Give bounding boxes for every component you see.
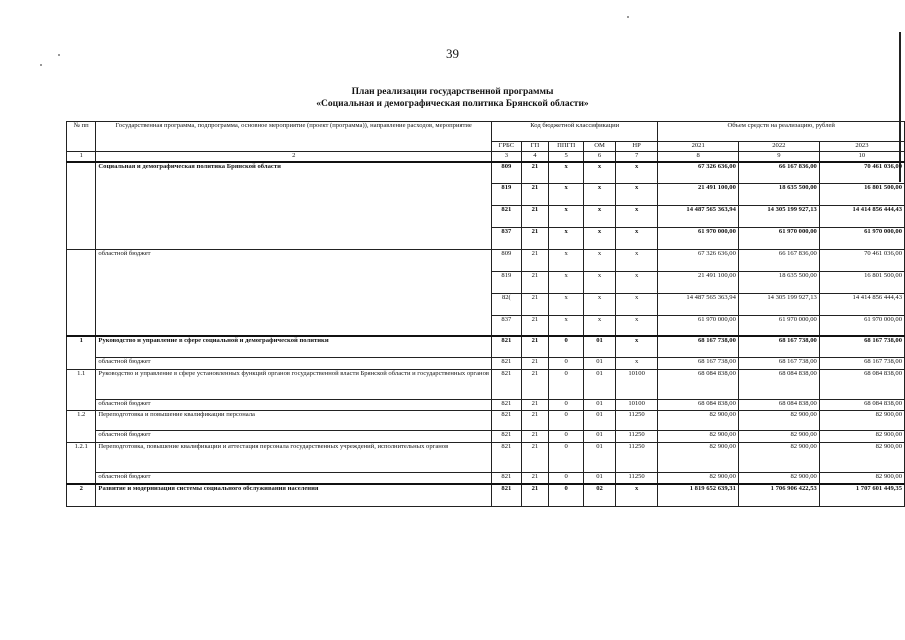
header-2023: 2023 bbox=[819, 142, 904, 152]
cell-amount-2023: 70 461 036,00 bbox=[819, 162, 904, 184]
cell-amount-2021: 82 900,00 bbox=[658, 431, 738, 443]
table-row bbox=[67, 162, 905, 184]
cell-gp: 21 bbox=[521, 228, 548, 250]
cell-amount-2023: 14 414 856 444,43 bbox=[819, 294, 904, 316]
cell-amount-2022: 68 167 738,00 bbox=[738, 358, 819, 370]
cell-grbs: 837 bbox=[492, 228, 522, 250]
cell-ppgp: 0 bbox=[549, 473, 584, 484]
cell-np: 11250 bbox=[615, 411, 658, 431]
cell-amount-2021: 82 900,00 bbox=[658, 443, 738, 473]
cell-om: 01 bbox=[584, 370, 616, 400]
cell-amount-2023: 82 900,00 bbox=[819, 443, 904, 473]
row-number: 1.2.1 bbox=[67, 443, 96, 484]
col-number: 3 bbox=[492, 152, 522, 162]
cell-grbs: 809 bbox=[492, 162, 522, 184]
cell-amount-2022: 66 167 836,00 bbox=[738, 162, 819, 184]
cell-ppgp: 0 bbox=[549, 443, 584, 473]
row-number bbox=[67, 250, 96, 336]
cell-amount-2021: 21 491 100,00 bbox=[658, 272, 738, 294]
row-name: областной бюджет bbox=[96, 473, 492, 484]
cell-gp: 21 bbox=[521, 443, 548, 473]
cell-amount-2023: 68 084 838,00 bbox=[819, 370, 904, 400]
header-2022: 2022 bbox=[738, 142, 819, 152]
table-row bbox=[67, 400, 905, 411]
cell-amount-2021: 67 326 636,00 bbox=[658, 250, 738, 272]
cell-ppgp: 0 bbox=[549, 431, 584, 443]
cell-np: х bbox=[615, 272, 658, 294]
cell-ppgp: х bbox=[549, 272, 584, 294]
header-ppgp: ППГП bbox=[549, 142, 584, 152]
cell-ppgp: 0 bbox=[549, 336, 584, 358]
cell-gp: 21 bbox=[521, 473, 548, 484]
cell-gp: 21 bbox=[521, 316, 548, 336]
cell-ppgp: х bbox=[549, 228, 584, 250]
row-name: областной бюджет bbox=[96, 250, 492, 336]
col-number: 2 bbox=[96, 152, 492, 162]
cell-om: х bbox=[584, 206, 616, 228]
row-number: 1.2 bbox=[67, 411, 96, 443]
cell-gp: 21 bbox=[521, 162, 548, 184]
row-number bbox=[67, 162, 96, 250]
cell-grbs: 819 bbox=[492, 184, 522, 206]
header-np: НР bbox=[615, 142, 658, 152]
cell-amount-2023: 14 414 856 444,43 bbox=[819, 206, 904, 228]
row-name: областной бюджет bbox=[96, 358, 492, 370]
cell-gp: 21 bbox=[521, 411, 548, 431]
row-number: 1.1 bbox=[67, 370, 96, 411]
table-row bbox=[67, 411, 905, 431]
cell-grbs: 821 bbox=[492, 473, 522, 484]
cell-om: 01 bbox=[584, 411, 616, 431]
budget-table bbox=[66, 121, 905, 507]
table-row bbox=[67, 484, 905, 507]
cell-gp: 21 bbox=[521, 358, 548, 370]
cell-grbs: 821 bbox=[492, 336, 522, 358]
col-number: 5 bbox=[549, 152, 584, 162]
row-name: Социальная и демографическая политика Брянской области bbox=[96, 162, 492, 250]
cell-np: х bbox=[615, 358, 658, 370]
row-name: областной бюджет bbox=[96, 431, 492, 443]
cell-amount-2022: 1 706 906 422,53 bbox=[738, 484, 819, 507]
cell-amount-2021: 14 487 565 363,94 bbox=[658, 294, 738, 316]
table-row bbox=[67, 431, 905, 443]
cell-amount-2021: 68 167 738,00 bbox=[658, 336, 738, 358]
cell-amount-2023: 61 970 000,00 bbox=[819, 316, 904, 336]
cell-amount-2022: 18 635 500,00 bbox=[738, 272, 819, 294]
col-number: 6 bbox=[584, 152, 616, 162]
cell-gp: 21 bbox=[521, 206, 548, 228]
cell-om: х bbox=[584, 294, 616, 316]
cell-grbs: 821 bbox=[492, 206, 522, 228]
row-name: Переподготовка и повышение квалификации персонала bbox=[96, 411, 492, 431]
cell-amount-2022: 61 970 000,00 bbox=[738, 228, 819, 250]
table-row bbox=[67, 336, 905, 358]
cell-om: х bbox=[584, 228, 616, 250]
cell-ppgp: 0 bbox=[549, 411, 584, 431]
cell-grbs: 821 bbox=[492, 370, 522, 400]
col-number: 8 bbox=[658, 152, 738, 162]
row-name: Развитие и модернизация системы социального обслуживания населения bbox=[96, 484, 492, 507]
cell-om: х bbox=[584, 184, 616, 206]
cell-amount-2022: 82 900,00 bbox=[738, 411, 819, 431]
cell-om: х bbox=[584, 250, 616, 272]
cell-ppgp: 0 bbox=[549, 400, 584, 411]
cell-np: 10100 bbox=[615, 400, 658, 411]
title-line-1: План реализации государственной программы bbox=[351, 87, 554, 97]
row-number: 2 bbox=[67, 484, 96, 507]
cell-grbs: 809 bbox=[492, 250, 522, 272]
col-number: 4 bbox=[521, 152, 548, 162]
row-number: 1 bbox=[67, 336, 96, 370]
col-number: 9 bbox=[738, 152, 819, 162]
cell-amount-2021: 68 084 838,00 bbox=[658, 370, 738, 400]
cell-amount-2021: 21 491 100,00 bbox=[658, 184, 738, 206]
cell-om: 01 bbox=[584, 473, 616, 484]
cell-amount-2021: 61 970 000,00 bbox=[658, 316, 738, 336]
table-row bbox=[67, 473, 905, 484]
header-code-group: Код бюджетной классификации bbox=[492, 122, 658, 142]
cell-grbs: 837 bbox=[492, 316, 522, 336]
row-name: Руководство и управление в сфере установленных функций органов государственной власти Брянской области и государственных органов bbox=[96, 370, 492, 400]
cell-amount-2021: 68 084 838,00 bbox=[658, 400, 738, 411]
column-number-row bbox=[67, 152, 905, 162]
cell-amount-2023: 16 801 500,00 bbox=[819, 184, 904, 206]
col-number: 1 bbox=[67, 152, 96, 162]
cell-amount-2023: 70 461 036,00 bbox=[819, 250, 904, 272]
cell-om: 01 bbox=[584, 358, 616, 370]
cell-gp: 21 bbox=[521, 400, 548, 411]
cell-grbs: 821 bbox=[492, 400, 522, 411]
cell-amount-2022: 82 900,00 bbox=[738, 431, 819, 443]
cell-gp: 21 bbox=[521, 294, 548, 316]
cell-ppgp: х bbox=[549, 162, 584, 184]
cell-amount-2023: 68 084 838,00 bbox=[819, 400, 904, 411]
cell-np: х bbox=[615, 336, 658, 358]
cell-om: 01 bbox=[584, 336, 616, 358]
cell-amount-2023: 68 167 738,00 bbox=[819, 358, 904, 370]
table-body bbox=[67, 122, 905, 507]
table-row bbox=[67, 250, 905, 272]
cell-amount-2022: 18 635 500,00 bbox=[738, 184, 819, 206]
header-volume-group: Объем средств на реализацию, рублей bbox=[658, 122, 905, 142]
cell-ppgp: х bbox=[549, 250, 584, 272]
cell-np: 11250 bbox=[615, 473, 658, 484]
page-number: 39 bbox=[446, 46, 459, 61]
header-grbs: ГРБС bbox=[492, 142, 522, 152]
title-line-2: «Социальная и демографическая политика Брянской области» bbox=[316, 99, 589, 109]
cell-amount-2021: 1 819 652 639,31 bbox=[658, 484, 738, 507]
cell-amount-2021: 82 900,00 bbox=[658, 411, 738, 431]
cell-grbs: 82( bbox=[492, 294, 522, 316]
row-name: областной бюджет bbox=[96, 400, 492, 411]
cell-om: 01 bbox=[584, 400, 616, 411]
header-om: ОМ bbox=[584, 142, 616, 152]
header-gp: ГП bbox=[521, 142, 548, 152]
cell-ppgp: 0 bbox=[549, 358, 584, 370]
cell-amount-2022: 82 900,00 bbox=[738, 443, 819, 473]
cell-ppgp: х bbox=[549, 294, 584, 316]
col-number: 10 bbox=[819, 152, 904, 162]
cell-om: 01 bbox=[584, 431, 616, 443]
cell-ppgp: 0 bbox=[549, 370, 584, 400]
cell-amount-2023: 16 801 500,00 bbox=[819, 272, 904, 294]
cell-amount-2023: 68 167 738,00 bbox=[819, 336, 904, 358]
cell-np: 11250 bbox=[615, 443, 658, 473]
cell-grbs: 821 bbox=[492, 484, 522, 507]
scan-speck bbox=[58, 54, 60, 56]
table-row bbox=[67, 370, 905, 400]
cell-gp: 21 bbox=[521, 431, 548, 443]
cell-amount-2022: 68 084 838,00 bbox=[738, 400, 819, 411]
cell-np: х bbox=[615, 162, 658, 184]
row-name: Руководство и управление в сфере социальной и демографической политики bbox=[96, 336, 492, 358]
cell-grbs: 821 bbox=[492, 431, 522, 443]
cell-om: 01 bbox=[584, 443, 616, 473]
cell-amount-2022: 68 084 838,00 bbox=[738, 370, 819, 400]
cell-om: х bbox=[584, 316, 616, 336]
cell-gp: 21 bbox=[521, 484, 548, 507]
cell-om: 02 bbox=[584, 484, 616, 507]
cell-amount-2023: 82 900,00 bbox=[819, 473, 904, 484]
cell-amount-2022: 82 900,00 bbox=[738, 473, 819, 484]
cell-amount-2021: 68 167 738,00 bbox=[658, 358, 738, 370]
cell-amount-2022: 68 167 738,00 bbox=[738, 336, 819, 358]
cell-ppgp: 0 bbox=[549, 484, 584, 507]
cell-amount-2021: 67 326 636,00 bbox=[658, 162, 738, 184]
cell-amount-2022: 14 305 199 927,13 bbox=[738, 294, 819, 316]
cell-ppgp: х bbox=[549, 184, 584, 206]
cell-np: х bbox=[615, 484, 658, 507]
cell-grbs: 821 bbox=[492, 411, 522, 431]
cell-grbs: 821 bbox=[492, 358, 522, 370]
col-number: 7 bbox=[615, 152, 658, 162]
cell-amount-2021: 61 970 000,00 bbox=[658, 228, 738, 250]
cell-np: х bbox=[615, 250, 658, 272]
row-name: Переподготовка, повышение квалификации и аттестация персонала государственных учреждений, исполнительных органов bbox=[96, 443, 492, 473]
cell-np: 10100 bbox=[615, 370, 658, 400]
cell-np: 11250 bbox=[615, 431, 658, 443]
cell-amount-2023: 1 707 601 449,35 bbox=[819, 484, 904, 507]
table-row bbox=[67, 358, 905, 370]
cell-gp: 21 bbox=[521, 250, 548, 272]
cell-om: х bbox=[584, 272, 616, 294]
header-name: Государственная программа, подпрограмма, основное мероприятие (проект (программа)), направление расходов, мероприятие bbox=[96, 122, 492, 152]
cell-amount-2022: 66 167 836,00 bbox=[738, 250, 819, 272]
cell-gp: 21 bbox=[521, 336, 548, 358]
cell-gp: 21 bbox=[521, 184, 548, 206]
cell-amount-2023: 61 970 000,00 bbox=[819, 228, 904, 250]
cell-grbs: 821 bbox=[492, 443, 522, 473]
cell-amount-2023: 82 900,00 bbox=[819, 431, 904, 443]
header-num: № пп bbox=[67, 122, 96, 152]
cell-amount-2023: 82 900,00 bbox=[819, 411, 904, 431]
cell-amount-2022: 14 305 199 927,13 bbox=[738, 206, 819, 228]
cell-ppgp: х bbox=[549, 316, 584, 336]
header-2021: 2021 bbox=[658, 142, 738, 152]
cell-ppgp: х bbox=[549, 206, 584, 228]
cell-amount-2021: 82 900,00 bbox=[658, 473, 738, 484]
table-row bbox=[67, 443, 905, 473]
cell-grbs: 819 bbox=[492, 272, 522, 294]
scan-speck bbox=[627, 16, 629, 18]
cell-amount-2022: 61 970 000,00 bbox=[738, 316, 819, 336]
cell-gp: 21 bbox=[521, 370, 548, 400]
cell-np: х bbox=[615, 206, 658, 228]
cell-np: х bbox=[615, 294, 658, 316]
cell-np: х bbox=[615, 228, 658, 250]
scan-speck bbox=[40, 64, 42, 66]
cell-np: х bbox=[615, 184, 658, 206]
document-title bbox=[0, 86, 905, 110]
cell-om: х bbox=[584, 162, 616, 184]
cell-amount-2021: 14 487 565 363,94 bbox=[658, 206, 738, 228]
cell-np: х bbox=[615, 316, 658, 336]
header-row bbox=[67, 122, 905, 142]
cell-gp: 21 bbox=[521, 272, 548, 294]
